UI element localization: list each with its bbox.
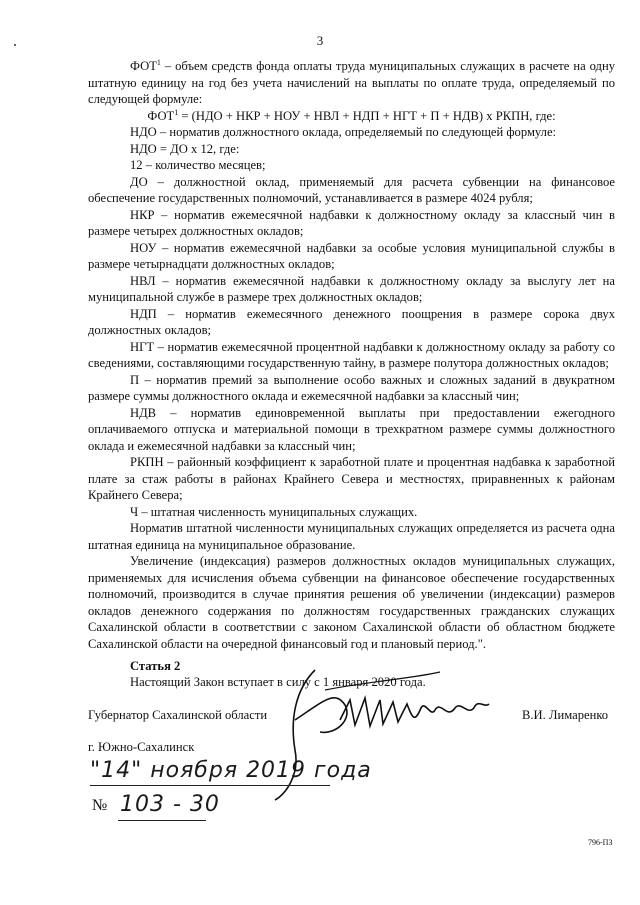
paragraph: НОУ – норматив ежемесячной надбавки за особые условия муниципальной службы в размере четырнадцати должностных окладов; — [88, 240, 615, 271]
page-number: 3 — [316, 33, 324, 48]
paragraph: П – норматив премий за выполнение особо важных и сложных заданий в двукратном размере суммы должностного оклада и ежемесячной надбавки за классный чин; — [88, 372, 615, 403]
handwritten-signature — [265, 660, 505, 810]
paragraph: НДО = ДО х 12, где: — [130, 141, 240, 156]
city: г. Южно-Сахалинск — [88, 740, 195, 754]
paragraph: ДО – должностной оклад, применяемый для расчета субвенции на финансовое обеспечение государственных полномочий, устанавливается в размере 4024 рубля; — [88, 174, 615, 205]
paragraph: НГТ – норматив ежемесячной процентной надбавки к должностному окладу за работу со сведениями, составляющими государственную тайну, в размере полутора должностных окладов; — [88, 339, 615, 370]
paragraph: Норматив штатной численности муниципальных служащих определяется из расчета одна штатная единица на муниципальное образование. — [88, 521, 615, 552]
paragraph: 12 – количество месяцев; — [130, 158, 266, 172]
article-heading: Статья 2 — [130, 659, 181, 673]
paragraph: НДП – норматив ежемесячного денежного поощрения в размере сорока двух должностных окладов; — [88, 306, 615, 337]
paragraph: Ч – штатная численность муниципальных служащих. — [130, 504, 418, 519]
handwritten-date: "14" ноября 2019 года — [90, 758, 372, 783]
law-text-body — [88, 58, 615, 652]
governor-title: Губернатор Сахалинской области — [88, 708, 268, 722]
scan-speck — [14, 44, 16, 46]
article-text: Настоящий Закон вступает в силу с 1 января 2020 года. — [130, 675, 426, 689]
paragraph: НВЛ – норматив ежемесячной надбавки к должностному окладу за выслугу лет на муниципальной службе в размере трех должностных окладов; — [88, 273, 615, 304]
paragraph: РКПН – районный коэффициент к заработной плате и процентная надбавка к заработной плате за стаж работы в районах Крайнего Севера и местностях, приравненных к районам Крайнего Севера; — [88, 455, 615, 502]
paragraph: ФОТ$^1$ – объем средств фонда оплаты труда муниципальных служащих в расчете на одну штатную единицу на год без учета начислений на выплаты по оплате труда, определяемый по следующей формуле: — [88, 57, 615, 106]
paragraph: НДВ – норматив единовременной выплаты при предоставлении ежегодного оплачиваемого отпуска и материальной помощи в трехкратном размере суммы должностного оклада и ежемесячной надбавки за классный чин; — [88, 405, 615, 453]
paragraph: Увеличение (индексация) размеров должностных окладов муниципальных служащих, применяемых для исчисления объема субвенции на финансовое обеспечение государственных полномочий, производится в случае принятия решения об увеличении (индексации) размеров окладов денежного содержания по должностям государственных гражданских служащих Сахалинской области в соответствии с законом Сахалинской области об областном бюджете Сахалинской области на очередной финансовый год и плановый период.". — [88, 554, 615, 651]
number-underline — [118, 820, 206, 821]
paragraph: $ФОТ^1 = (НДО$ + НКР + НОУ + НВЛ + НДП + НГТ + П + НДВ) х РКПН, где: — [147, 107, 556, 123]
number-label: № — [92, 797, 108, 814]
paragraph: НДО – норматив должностного оклада, определяемый по следующей формуле: — [130, 125, 557, 139]
date-underline — [90, 785, 330, 786]
document-code: 796-ПЗ — [588, 838, 613, 847]
handwritten-number: 103 - 30 — [120, 792, 220, 817]
paragraph: НКР – норматив ежемесячной надбавки к должностному окладу за классный чин в размере четырех должностных окладов; — [88, 207, 615, 238]
governor-name: В.И. Лимаренко — [522, 708, 609, 722]
